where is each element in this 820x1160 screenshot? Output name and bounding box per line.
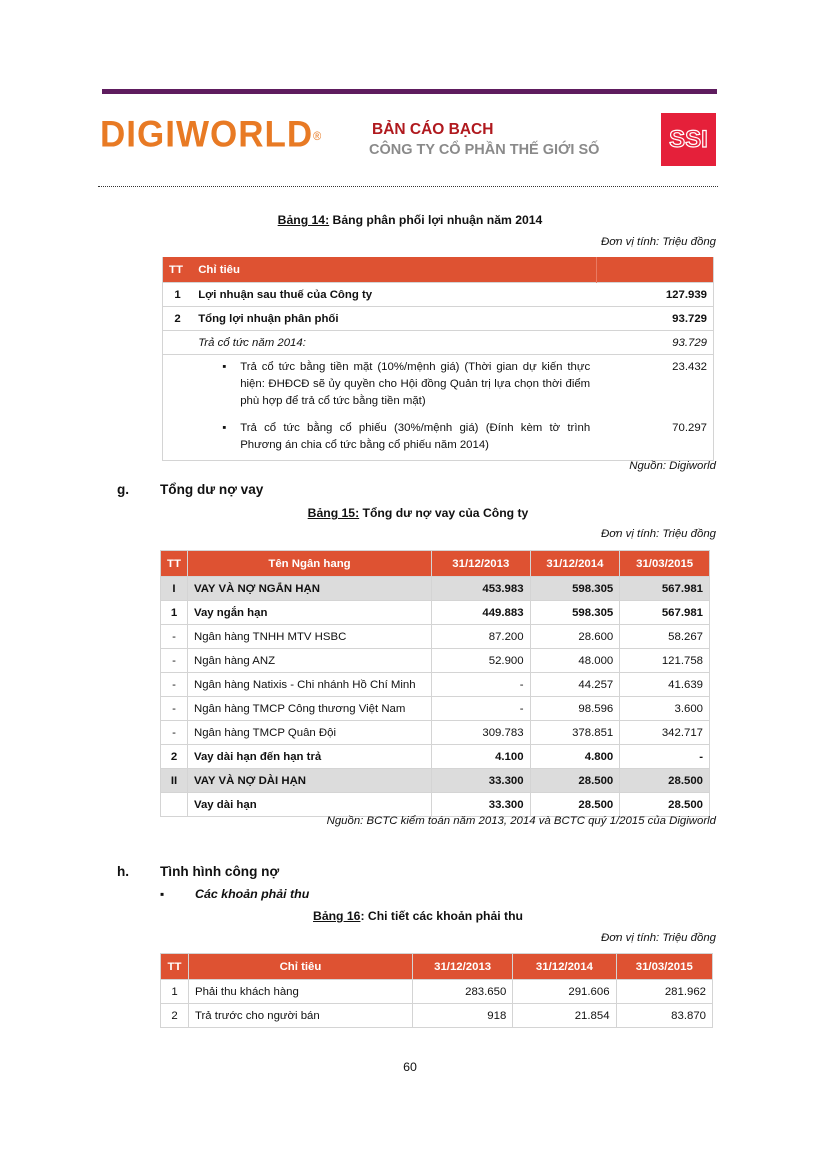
cell-label: Trả cổ tức năm 2014: bbox=[192, 331, 596, 355]
cell-tt: 1 bbox=[161, 980, 189, 1004]
table16-header-item: Chỉ tiêu bbox=[188, 954, 412, 980]
section-h-letter: h. bbox=[117, 864, 130, 879]
table14-unit: Đơn vị tính: Triệu đồng bbox=[601, 236, 716, 248]
section-g-title: Tổng dư nợ vay bbox=[160, 482, 264, 497]
cell-label: Lợi nhuận sau thuế của Công ty bbox=[192, 283, 596, 307]
table15-caption bbox=[0, 506, 820, 520]
cell-label bbox=[192, 355, 596, 417]
table15-header-row bbox=[161, 551, 710, 577]
table16 bbox=[160, 953, 713, 1028]
table-row bbox=[161, 769, 710, 793]
table15-header-2015: 31/03/2015 bbox=[620, 551, 710, 577]
section-h-title: Tình hình công nợ bbox=[160, 864, 280, 879]
cell-2013: 283.650 bbox=[412, 980, 512, 1004]
table14-header-label: Chỉ tiêu bbox=[192, 257, 596, 283]
table15 bbox=[160, 550, 710, 817]
cell-2015: 28.500 bbox=[620, 793, 710, 817]
cell-2015: 342.717 bbox=[620, 721, 710, 745]
cell-name: VAY VÀ NỢ NGẮN HẠN bbox=[187, 577, 431, 601]
cell-value: 93.729 bbox=[596, 331, 713, 355]
cell-2014: 598.305 bbox=[530, 601, 620, 625]
cell-name: Vay dài hạn đến hạn trả bbox=[187, 745, 431, 769]
table-row bbox=[163, 307, 714, 331]
table15-header-bank: Tên Ngân hang bbox=[187, 551, 431, 577]
cell-2014: 98.596 bbox=[530, 697, 620, 721]
bullet-icon: ▪ bbox=[222, 361, 227, 373]
cell-name: Ngân hàng ANZ bbox=[187, 649, 431, 673]
table-row bbox=[161, 745, 710, 769]
table16-caption bbox=[0, 909, 820, 923]
cell-tt: - bbox=[161, 673, 188, 697]
bullet-text: Trả cổ tức bằng tiền mặt (10%/mệnh giá) (Thời gian dự kiến thực hiện: ĐHĐCĐ sẽ ủy quyền cho Hội đồng Quản trị lựa chọn thời điểm phù hợp để trả cổ tức bằng tiền mặt) bbox=[240, 361, 591, 407]
cell-tt: - bbox=[161, 697, 188, 721]
cell-tt: 2 bbox=[161, 745, 188, 769]
table15-unit: Đơn vị tính: Triệu đồng bbox=[601, 528, 716, 540]
table-row bbox=[161, 721, 710, 745]
cell-tt bbox=[163, 355, 193, 417]
ssi-logo bbox=[661, 113, 716, 166]
table15-source: Nguồn: BCTC kiểm toán năm 2013, 2014 và BCTC quý 1/2015 của Digiworld bbox=[326, 815, 716, 827]
table-row bbox=[161, 601, 710, 625]
cell-2013: 453.983 bbox=[432, 577, 531, 601]
table14-header-tt: TT bbox=[163, 257, 193, 283]
page-number: 60 bbox=[403, 1060, 417, 1074]
cell-2015: 121.758 bbox=[620, 649, 710, 673]
cell-2014: 28.500 bbox=[530, 793, 620, 817]
table-row bbox=[161, 649, 710, 673]
cell-label: Tổng lợi nhuận phân phối bbox=[192, 307, 596, 331]
table-row bbox=[161, 673, 710, 697]
bullet-icon: ▪ bbox=[222, 422, 227, 434]
cell-2015: 83.870 bbox=[616, 1004, 712, 1028]
table15-caption-label: Bảng 15: bbox=[307, 506, 360, 520]
cell-2015: 28.500 bbox=[620, 769, 710, 793]
cell-name: Ngân hàng TMCP Công thương Việt Nam bbox=[187, 697, 431, 721]
section-h-subtitle: Các khoản phải thu bbox=[195, 887, 310, 901]
cell-name: Ngân hàng TNHH MTV HSBC bbox=[187, 625, 431, 649]
cell-tt: - bbox=[161, 649, 188, 673]
table15-caption-text: Tổng dư nợ vay của Công ty bbox=[359, 506, 529, 520]
cell-2015: 567.981 bbox=[620, 601, 710, 625]
table16-header-row bbox=[161, 954, 713, 980]
cell-2014: 48.000 bbox=[530, 649, 620, 673]
cell-name: Vay ngắn hạn bbox=[187, 601, 431, 625]
cell-tt: 2 bbox=[161, 1004, 189, 1028]
cell-2013: 309.783 bbox=[432, 721, 531, 745]
cell-2014: 378.851 bbox=[530, 721, 620, 745]
cell-2013: - bbox=[432, 673, 531, 697]
ssi-logo-text: SSI bbox=[669, 125, 708, 153]
table-row bbox=[163, 416, 714, 461]
bullet-text: Trả cổ tức bằng cổ phiếu (30%/mệnh giá) (Đính kèm tờ trình Phương án chia cổ tức bằng cổ phiếu năm 2014) bbox=[240, 422, 591, 451]
table16-header-2015: 31/03/2015 bbox=[616, 954, 712, 980]
company-name: CÔNG TY CỔ PHẦN THẾ GIỚI SỐ bbox=[369, 142, 600, 158]
table16-header-tt: TT bbox=[161, 954, 189, 980]
table-row bbox=[163, 355, 714, 417]
cell-tt: II bbox=[161, 769, 188, 793]
cell-2015: 281.962 bbox=[616, 980, 712, 1004]
cell-tt bbox=[163, 331, 193, 355]
cell-2015: 3.600 bbox=[620, 697, 710, 721]
cell-tt: - bbox=[161, 625, 188, 649]
table15-header-tt: TT bbox=[161, 551, 188, 577]
table14-header-value bbox=[596, 257, 713, 283]
cell-2013: 87.200 bbox=[432, 625, 531, 649]
bullet-icon: ▪ bbox=[160, 887, 165, 901]
cell-2014: 4.800 bbox=[530, 745, 620, 769]
table14-header-row bbox=[163, 257, 714, 283]
cell-2013: 918 bbox=[412, 1004, 512, 1028]
cell-2014: 598.305 bbox=[530, 577, 620, 601]
cell-tt: 2 bbox=[163, 307, 193, 331]
cell-value: 93.729 bbox=[596, 307, 713, 331]
table16-caption-text: : Chi tiết các khoản phải thu bbox=[360, 909, 523, 923]
cell-2015: 58.267 bbox=[620, 625, 710, 649]
table15-header-2013: 31/12/2013 bbox=[432, 551, 531, 577]
cell-value: 127.939 bbox=[596, 283, 713, 307]
cell-2013: 4.100 bbox=[432, 745, 531, 769]
cell-2014: 21.854 bbox=[513, 1004, 616, 1028]
table-row bbox=[163, 283, 714, 307]
table14 bbox=[162, 257, 714, 461]
cell-2013: - bbox=[432, 697, 531, 721]
table16-unit: Đơn vị tính: Triệu đồng bbox=[601, 932, 716, 944]
table-row bbox=[161, 980, 713, 1004]
table16-caption-label: Bảng 16 bbox=[313, 909, 361, 923]
table-row bbox=[163, 331, 714, 355]
cell-2014: 291.606 bbox=[513, 980, 616, 1004]
cell-name: Ngân hàng TMCP Quân Đội bbox=[187, 721, 431, 745]
table14-source: Nguồn: Digiworld bbox=[629, 460, 716, 472]
cell-2013: 52.900 bbox=[432, 649, 531, 673]
cell-2013: 449.883 bbox=[432, 601, 531, 625]
cell-name: Phải thu khách hàng bbox=[188, 980, 412, 1004]
cell-name: Ngân hàng Natixis - Chi nhánh Hồ Chí Minh bbox=[187, 673, 431, 697]
table14-caption bbox=[0, 213, 820, 227]
header-divider bbox=[98, 186, 718, 187]
cell-name: VAY VÀ NỢ DÀI HẠN bbox=[187, 769, 431, 793]
cell-value: 23.432 bbox=[596, 355, 713, 417]
cell-label bbox=[192, 416, 596, 461]
cell-2013: 33.300 bbox=[432, 793, 531, 817]
section-g-letter: g. bbox=[117, 482, 130, 497]
cell-2014: 28.500 bbox=[530, 769, 620, 793]
cell-tt: - bbox=[161, 721, 188, 745]
report-title: BẢN CÁO BẠCH bbox=[372, 121, 494, 138]
table16-header-2014: 31/12/2014 bbox=[513, 954, 616, 980]
table16-header-2013: 31/12/2013 bbox=[412, 954, 512, 980]
cell-tt: 1 bbox=[161, 601, 188, 625]
cell-2015: 41.639 bbox=[620, 673, 710, 697]
cell-value: 70.297 bbox=[596, 416, 713, 461]
table-row bbox=[161, 625, 710, 649]
cell-2015: 567.981 bbox=[620, 577, 710, 601]
cell-name: Vay dài hạn bbox=[187, 793, 431, 817]
cell-tt: 1 bbox=[163, 283, 193, 307]
table-row bbox=[161, 1004, 713, 1028]
cell-2015: - bbox=[620, 745, 710, 769]
table14-caption-text: Bảng phân phối lợi nhuận năm 2014 bbox=[329, 213, 543, 227]
table14-caption-label: Bảng 14: bbox=[277, 213, 330, 227]
digiworld-logo bbox=[100, 116, 322, 154]
cell-2014: 28.600 bbox=[530, 625, 620, 649]
cell-tt: I bbox=[161, 577, 188, 601]
table-row bbox=[161, 793, 710, 817]
cell-tt bbox=[161, 793, 188, 817]
table-row bbox=[161, 577, 710, 601]
cell-2013: 33.300 bbox=[432, 769, 531, 793]
cell-tt bbox=[163, 416, 193, 461]
registered-mark: ® bbox=[313, 130, 323, 144]
cell-name: Trả trước cho người bán bbox=[188, 1004, 412, 1028]
table15-header-2014: 31/12/2014 bbox=[530, 551, 620, 577]
table-row bbox=[161, 697, 710, 721]
logo-text: DIGIWORLD bbox=[100, 114, 314, 155]
header-top-bar bbox=[102, 89, 717, 94]
cell-2014: 44.257 bbox=[530, 673, 620, 697]
